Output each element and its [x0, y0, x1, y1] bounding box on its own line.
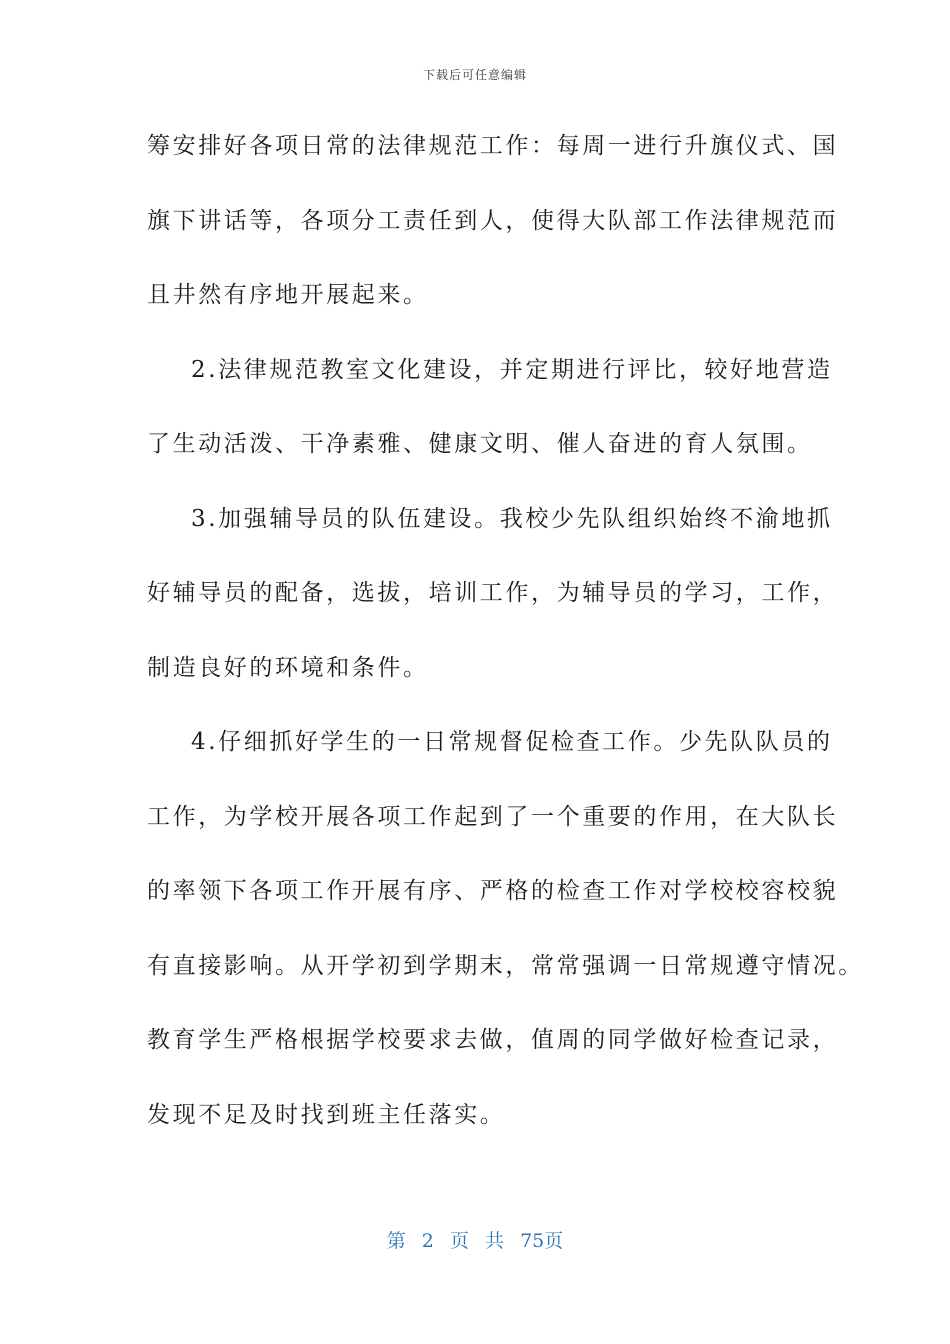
body-line: 4.仔细抓好学生的一日常规督促检查工作。少先队队员的 [191, 729, 833, 755]
body-line: 3.加强辅导员的队伍建设。我校少先队组织始终不渝地抓 [191, 505, 833, 532]
body-line: 发现不足及时找到班主任落实。 [147, 1101, 506, 1128]
body-line: 筹安排好各项日常的法律规范工作：每周一进行升旗仪式、国 [147, 133, 839, 159]
body-line: 好辅导员的配备，选拔，培训工作，为辅导员的学习，工作， [147, 580, 839, 606]
footer-ye: 页 [449, 1230, 469, 1252]
body-line: 制造良好的环境和条件。 [147, 654, 429, 681]
footer-page-number: 2 [421, 1230, 434, 1252]
body-line: 的率领下各项工作开展有序、严格的检查工作对学校校容校貌 [147, 878, 839, 904]
body-line: 2.法律规范教室文化建设，并定期进行评比，较好地营造 [191, 356, 833, 383]
document-body [147, 124, 864, 1167]
body-line: 且井然有序地开展起来。 [147, 282, 429, 308]
body-line: 教育学生严格根据学校要求去做，值周的同学做好检查记录， [147, 1027, 839, 1053]
body-line: 旗下讲话等，各项分工责任到人，使得大队部工作法律规范而 [147, 207, 839, 234]
body-line: 有直接影响。从开学初到学期末，常常强调一日常规遵守情况。 [147, 952, 864, 979]
body-line: 了生动活泼、干净素雅、健康文明、催人奋进的育人氛围。 [147, 431, 813, 457]
body-line: 工作，为学校开展各项工作起到了一个重要的作用，在大队长 [147, 803, 839, 830]
page-footer [0, 1226, 950, 1253]
header-note: 下载后可任意编辑 [422, 68, 527, 82]
footer-di: 第 [386, 1230, 406, 1252]
footer-gong: 共 [485, 1230, 505, 1252]
footer-total-pages: 75页 [520, 1230, 564, 1252]
